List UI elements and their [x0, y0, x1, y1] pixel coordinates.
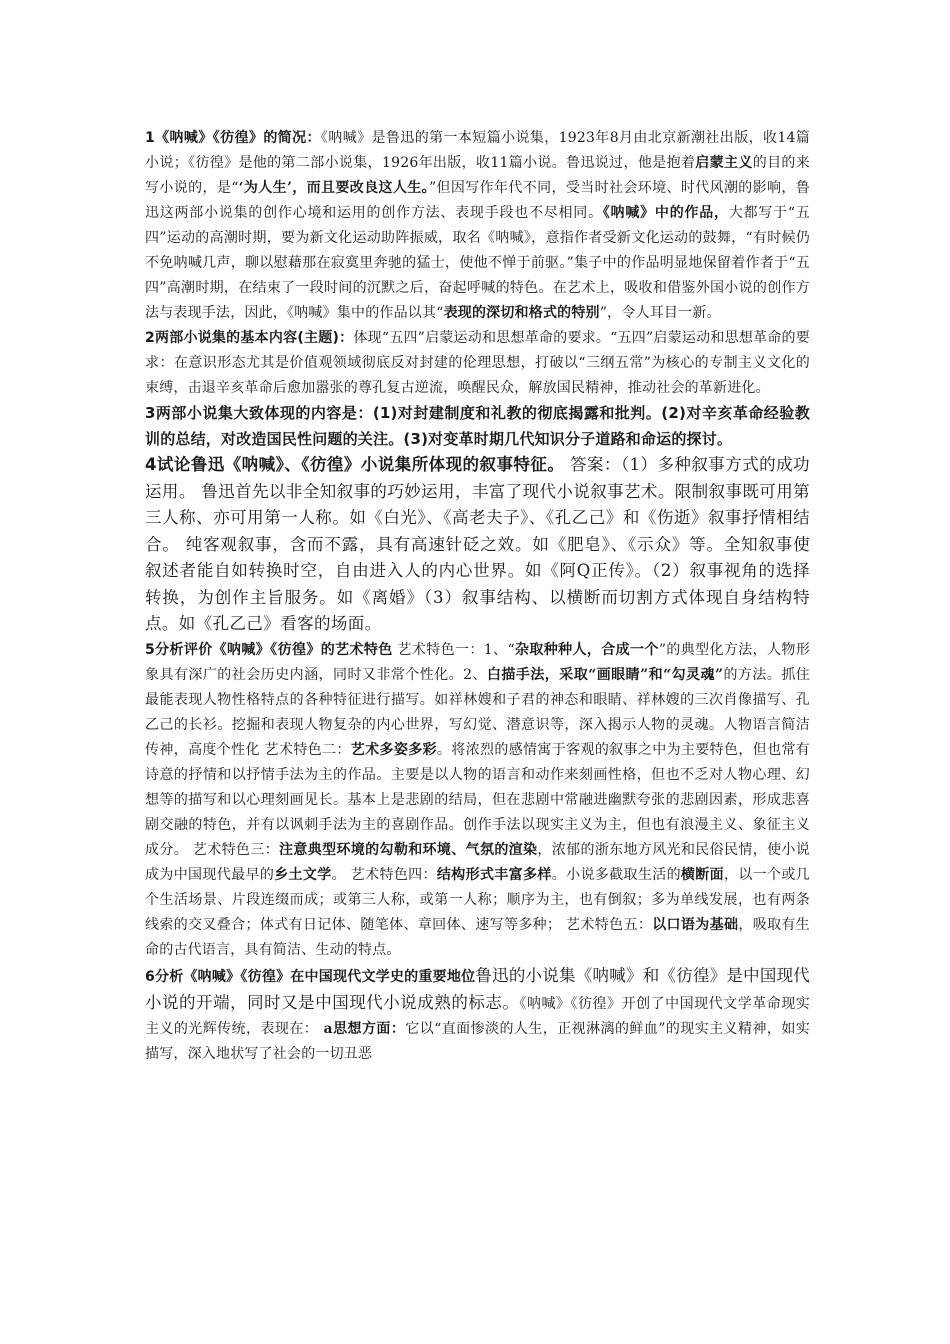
- paragraph-1-run-3: 启蒙主义: [695, 155, 753, 171]
- paragraph-1-run-9: 表现的深切和格式的特别: [443, 305, 600, 321]
- paragraph-5-run-15: 横断面: [680, 866, 724, 883]
- paragraph-1: [145, 126, 810, 326]
- paragraph-5-run-8: 。将浓烈的感情寓于客观的叙事之中为主要特色，但也常有诗意的抒情和以抒情手法为主的作品。主要是以人物的语言和动作来刻画性格，但也不乏对人物心理、幻想等的描写和以心理刻画见长。基本上是悲剧的结局，但在悲剧中常融进幽默夸张的悲剧因素，形成悲喜剧交融的特色，并有以讽刺手法为主的喜剧作品。创作手法以现实主义为主，但也有浪漫主义、象征主义成分。 艺术特色三：: [145, 741, 811, 858]
- paragraph-6-run-3: 《呐喊》《彷徨》开创了中国现代文学革命现实主义的光辉传统，表现在：: [145, 995, 810, 1037]
- paragraph-5-run-11: 乡土文学: [274, 866, 332, 883]
- paragraph-1-run-4: 的目的来写小说的，是“: [145, 155, 810, 196]
- paragraph-2-run-1: 2两部小说集的基本内容(主题)：: [145, 330, 354, 346]
- paragraph-5-run-18: ，吸取有生命的古代语言，具有简洁、生动的特点。: [145, 916, 810, 958]
- paragraph-4: [145, 452, 810, 638]
- paragraph-2: [145, 326, 810, 401]
- paragraph-6: [145, 963, 810, 1067]
- paragraph-5-run-16: ，以一个或几个生活场景、片段连缀而成；或第三人称，或第一人称；顺序为主，也有倒叙；多为单线发展，也有两条线索的交叉叠合；体式有日记体、随笔体、章回体、速写等多种； 艺术特色五：: [145, 866, 810, 933]
- paragraph-6-run-5: 它以“直面惨淡的人生，正视淋漓的鲜血”的现实主义精神，如实描写，深入地状写了社会的一切丑恶: [145, 1020, 810, 1062]
- paragraph-5-run-6: 的方法。抓住最能表现人物性格特点的各种特征进行描写。如祥林嫂和子君的神态和眼睛、祥林嫂的三次肖像描写、孔乙己的长衫。挖掘和表现人物复杂的内心世界，写幻觉、潜意识等，深入揭示人物的灵魂。人物语言简洁传神，高度个性化 艺术特色二：: [145, 666, 810, 758]
- paragraph-5-run-7: 艺术多姿多彩: [350, 741, 437, 758]
- paragraph-5-run-3: 杂取种种人，合成一个: [514, 641, 659, 658]
- paragraph-5-run-14: 。小说多截取生活的: [551, 866, 681, 883]
- paragraph-1-run-10: ”，令人耳目一新。: [599, 305, 721, 321]
- paragraph-1-run-5: ‘为人生’，而且要改良这人生。: [238, 180, 429, 196]
- paragraph-5-run-13: 结构形式丰富多样: [436, 866, 552, 883]
- paragraph-5-run-10: ，浓郁的浙东地方风光和民俗民情，使小说成为中国现代最早的: [145, 841, 810, 883]
- paragraph-1-run-1: 1《呐喊》《彷徨》的简况：: [145, 130, 321, 146]
- paragraph-6-run-1: 6分析《呐喊》《彷徨》在中国现代文学史的重要地位: [145, 968, 476, 985]
- paragraph-2-run-2: 体现“五四”启蒙运动和思想革命的要求。“五四”启蒙运动和思想革命的要求：在意识形态尤其是价值观领域彻底反对封建的伦理思想，打破以“三纲五常”为核心的专制主义文化的束缚，击退辛亥革命后愈加嚣张的尊孔复古逆流，唤醒民众，解放国民精神，推动社会的革新进化。: [145, 330, 810, 396]
- paragraph-5-run-17: 以口语为基础: [652, 916, 739, 933]
- paragraph-5-run-12: 。 艺术特色四：: [331, 866, 437, 883]
- paragraph-1-run-7: 《呐喊》中的作品，: [602, 205, 729, 221]
- paragraph-6-run-4: a思想方面：: [318, 1020, 406, 1037]
- paragraph-5-run-5: 白描手法，采取“画眼睛”和“勾灵魂”: [486, 666, 724, 683]
- paragraph-5-run-9: 注意典型环境的勾勒和环境、气氛的渲染: [279, 841, 538, 858]
- paragraph-1-run-6: ”但因写作年代不同，受当时社会环境、时代风潮的影响，鲁迅这两部小说集的创作心境和运用的创作方法、表现手段也不尽相同。: [145, 180, 811, 221]
- paragraph-5-run-4: ”的典型化方法，人物形象具有深广的社会历史内涵，同时又非常个性化。2、: [145, 641, 811, 683]
- paragraph-1-run-8: 大都写于“五四”运动的高潮时期，要为新文化运动助阵振威，取名《呐喊》，意指作者受新文化运动的鼓舞，“有时候仍不免呐喊几声，聊以慰藉那在寂寞里奔驰的猛士，使他不惮于前驱。”集子中的作品明显地保留着作者于“五四”高潮时期，在结束了一段时间的沉默之后，奋起呼喊的特色。在艺术上，吸收和借鉴外国小说的创作方法与表现手法，因此，《呐喊》集中的作品以其“: [145, 205, 811, 321]
- paragraph-6-run-2: 鲁迅的小说集《呐喊》和《彷徨》是中国现代小说的开端，同时又是中国现代小说成熟的标志。: [145, 965, 811, 1012]
- paragraph-3: [145, 401, 810, 452]
- document-page: [145, 126, 810, 1067]
- paragraph-5-run-2: 艺术特色一：1、“: [392, 641, 515, 658]
- paragraph-4-run-2: 答案：（1）多种叙事方式的成功运用。 鲁迅首先以非全知叙事的巧妙运用，丰富了现代小说叙事艺术。限制叙事既可用第三人称、亦可用第一人称。如《白光》、《高老夫子》、《孔乙己》和《伤逝》叙事抒情相结合。 纯客观叙事，含而不露，具有高速针砭之效。如《肥皂》、《示众》等。全知叙事使叙述者能自如转换时空，自由进入人的内心世界。如《阿Q正传》。（2）叙事视角的选择转换，为创作主旨服务。如《离婚》（3）叙事结构、以横断而切割方式体现自身结构特点。如《孔乙己》看客的场面。: [145, 455, 810, 633]
- paragraph-1-run-2: 《呐喊》是鲁迅的第一本短篇小说集，1923年8月由北京新潮社出版，收14篇小说；《彷徨》是他的第二部小说集，1926年出版，收11篇小说。鲁迅说过，他是抱着: [145, 130, 811, 171]
- paragraph-3-run-1: 3两部小说集大致体现的内容是：(1)对封建制度和礼教的彻底揭露和批判。(2)对辛亥革命经验教训的总结，对改造国民性问题的关注。(3)对变革时期几代知识分子道路和命运的探讨。: [145, 404, 810, 448]
- paragraph-4-run-1: 4试论鲁迅《呐喊》、《彷徨》小说集所体现的叙事特征。: [145, 455, 565, 474]
- paragraph-5-run-1: 5分析评价《呐喊》《彷徨》的艺术特色: [145, 641, 393, 658]
- paragraph-5: [145, 638, 810, 963]
